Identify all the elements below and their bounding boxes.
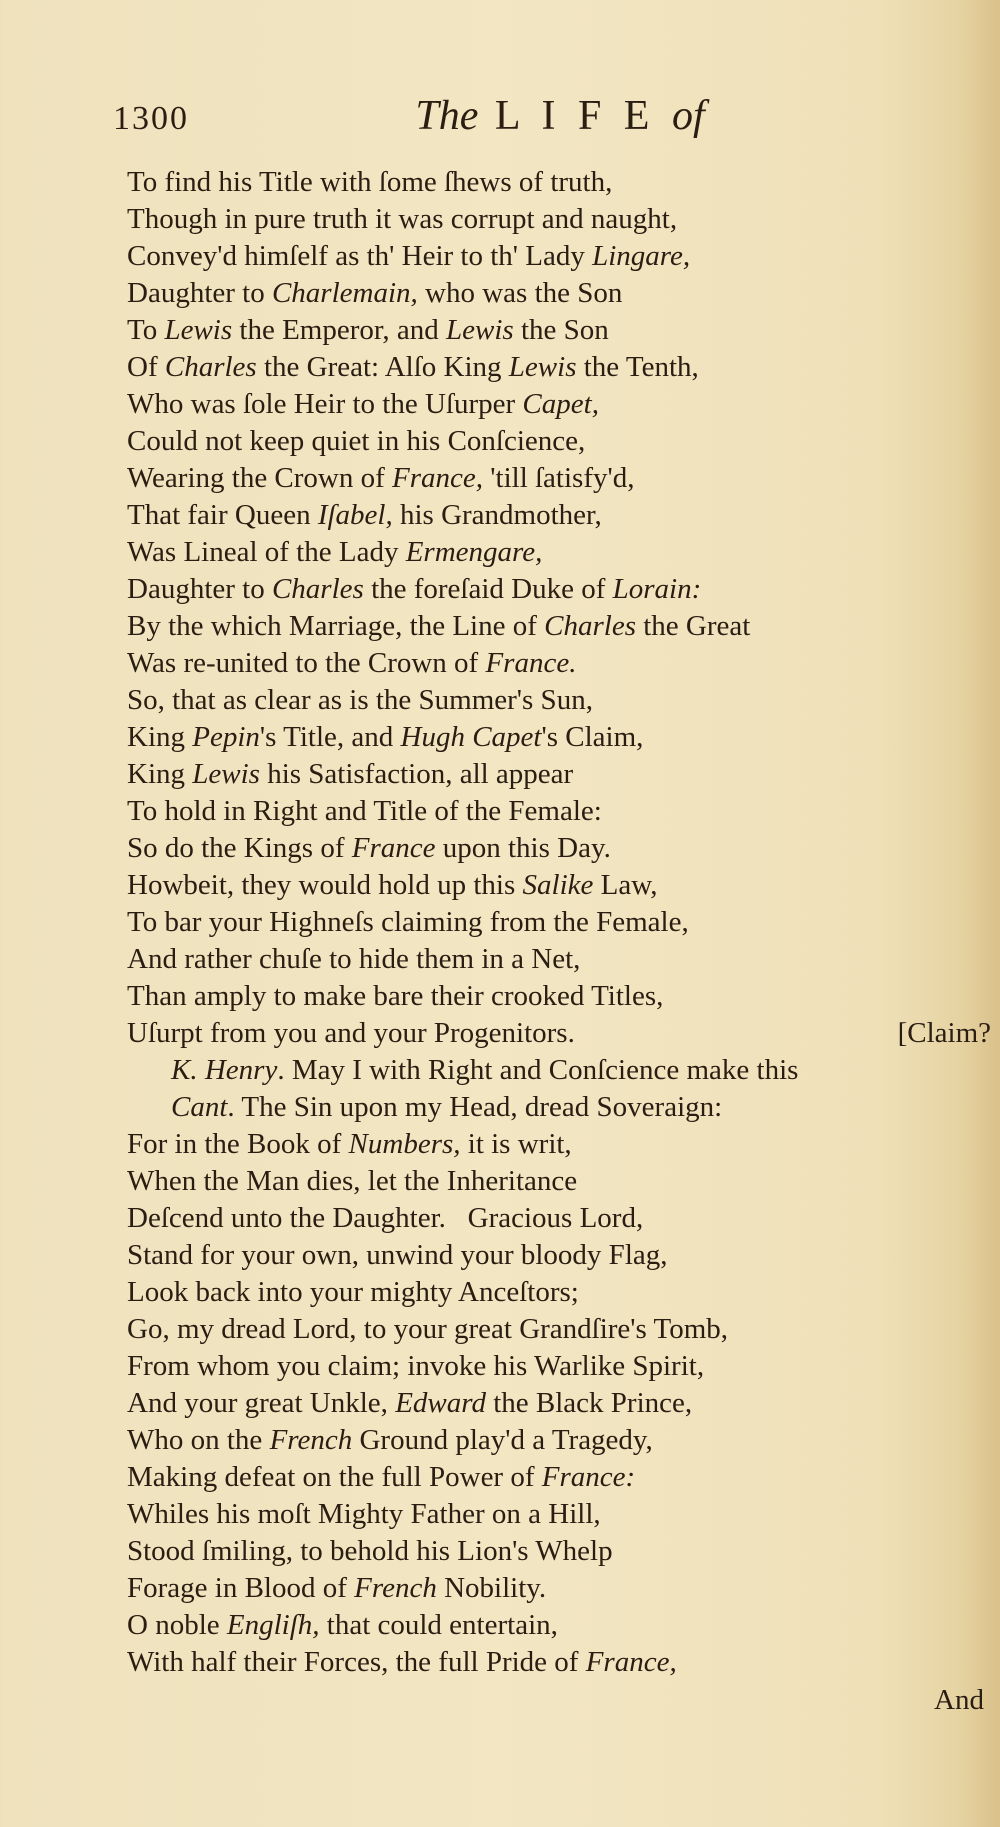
verse-line <box>127 682 997 719</box>
running-head-the: The <box>415 93 479 139</box>
roman-text: Of <box>127 351 165 383</box>
italic-text: Numbers, <box>348 1128 461 1160</box>
italic-text: Charlemain, <box>271 277 418 309</box>
roman-text: Deſcend unto the Daughter. Gracious Lord, <box>127 1202 644 1234</box>
roman-text: the Great <box>636 610 751 642</box>
roman-text: And rather chuſe to hide them in a Net, <box>127 943 581 975</box>
roman-text: With half their Forces, the full Pride of <box>127 1646 586 1678</box>
verse-line <box>127 497 997 534</box>
verse-line <box>127 1533 997 1570</box>
verse-line <box>127 1126 997 1163</box>
roman-text: Was re-united to the Crown of <box>127 647 486 679</box>
roman-text: Wearing the Crown of <box>127 462 393 494</box>
verse-line <box>127 978 997 1015</box>
italic-text: K. Henry <box>171 1054 278 1086</box>
verse-line <box>127 571 997 608</box>
italic-text: France, <box>585 1646 677 1678</box>
roman-text: To bar your Highneſs claiming from the Female, <box>127 906 689 938</box>
italic-text: Lewis <box>508 351 577 383</box>
italic-text: Lewis <box>192 758 260 790</box>
roman-text: Nobility. <box>436 1572 547 1604</box>
italic-text: Cant <box>171 1091 228 1123</box>
italic-text: Charles <box>164 351 257 383</box>
turnover-text: [Claim? <box>897 1017 991 1049</box>
verse-line <box>127 349 997 386</box>
verse-text <box>127 164 997 1681</box>
verse-line <box>127 904 997 941</box>
roman-text: And your great Unkle, <box>127 1387 396 1419</box>
roman-text: O noble <box>127 1609 227 1641</box>
verse-line <box>127 312 997 349</box>
verse-line <box>127 1274 997 1311</box>
verse-line <box>127 1348 997 1385</box>
italic-text: Charles <box>271 573 364 605</box>
italic-text: French <box>354 1572 437 1604</box>
roman-text: . The Sin upon my Head, dread Soveraign: <box>227 1091 723 1123</box>
roman-text: Look back into your mighty Anceſtors; <box>127 1276 579 1308</box>
roman-text: Uſurpt from you and your Progenitors. <box>127 1017 575 1049</box>
verse-line <box>127 1607 997 1644</box>
verse-line <box>127 460 997 497</box>
roman-text: his Satisfaction, all appear <box>259 758 574 790</box>
verse-line <box>127 534 997 571</box>
italic-text: Capet, <box>522 388 599 420</box>
italic-text: Engliſh, <box>226 1609 320 1641</box>
roman-text: Was Lineal of the Lady <box>127 536 406 568</box>
roman-text: Who was ſole Heir to the Uſurper <box>127 388 523 420</box>
roman-text: King <box>127 758 193 790</box>
italic-text: Pepin <box>192 721 260 753</box>
roman-text: Who on the <box>127 1424 270 1456</box>
verse-line <box>127 201 997 238</box>
roman-text: Than amply to make bare their crooked Titles, <box>127 980 664 1012</box>
roman-text: Go, my dread Lord, to your great Grandſire's Tomb, <box>127 1313 729 1345</box>
roman-text: Whiles his moſt Mighty Father on a Hill, <box>127 1498 601 1530</box>
roman-text: Making defeat on the full Power of <box>127 1461 542 1493</box>
roman-text: King <box>127 721 193 753</box>
roman-text: who was the Son <box>417 277 623 309</box>
roman-text: 's Claim, <box>541 721 644 753</box>
verse-line <box>127 830 997 867</box>
roman-text: So do the Kings of <box>127 832 352 864</box>
italic-text: Lorain: <box>612 573 702 605</box>
verse-line <box>127 423 997 460</box>
verse-line <box>127 719 997 756</box>
verse-line <box>127 1422 997 1459</box>
roman-text: the foreſaid Duke of <box>363 573 613 605</box>
catchword: And <box>934 1684 984 1716</box>
roman-text: By the which Marriage, the Line of <box>127 610 545 642</box>
roman-text: Ground play'd a Tragedy, <box>352 1424 653 1456</box>
verse-line <box>127 386 997 423</box>
roman-text: the Son <box>513 314 609 346</box>
verse-line <box>127 756 997 793</box>
verse-line <box>127 1644 997 1681</box>
verse-line <box>127 1385 997 1422</box>
verse-line <box>127 608 997 645</box>
roman-text: That fair Queen <box>127 499 318 531</box>
roman-text: Daughter to <box>127 277 272 309</box>
italic-text: Charles <box>544 610 636 642</box>
roman-text: the Great: Alſo King <box>256 351 509 383</box>
roman-text: his Grandmother, <box>392 499 602 531</box>
roman-text: To <box>127 314 165 346</box>
verse-line <box>127 941 997 978</box>
verse-line <box>127 1052 997 1089</box>
roman-text: Forage in Blood of <box>127 1572 355 1604</box>
roman-text: Stood ſmiling, to behold his Lion's Whelp <box>127 1535 613 1567</box>
roman-text: Convey'd himſelf as th' Heir to th' Lady <box>127 240 593 272</box>
italic-text: French <box>269 1424 353 1456</box>
roman-text: the Emperor, and <box>232 314 446 346</box>
verse-line <box>127 645 997 682</box>
roman-text: 's Title, and <box>259 721 401 753</box>
roman-text: the Black Prince, <box>485 1387 693 1419</box>
page-number: 1300 <box>113 100 189 137</box>
italic-text: Edward <box>395 1387 486 1419</box>
italic-text: France, <box>392 462 484 494</box>
italic-text: Ermengare, <box>405 536 543 568</box>
italic-text: Salike <box>522 869 594 901</box>
verse-line <box>127 1163 997 1200</box>
italic-text: Hugh Capet <box>400 721 542 753</box>
verse-line <box>127 1459 997 1496</box>
roman-text: upon this Day. <box>435 832 611 864</box>
roman-text: To find his Title with ſome ſhews of truth, <box>127 166 613 198</box>
verse-line <box>127 1089 997 1126</box>
roman-text: From whom you claim; invoke his Warlike Spirit, <box>127 1350 705 1382</box>
verse-line <box>127 1200 997 1237</box>
roman-text: Law, <box>593 869 658 901</box>
roman-text: Stand for your own, unwind your bloody Flag, <box>127 1239 668 1271</box>
verse-line <box>127 1496 997 1533</box>
italic-text: Iſabel, <box>317 499 393 531</box>
roman-text: Howbeit, they would hold up this <box>127 869 523 901</box>
roman-text: Could not keep quiet in his Conſcience, <box>127 425 586 457</box>
roman-text: the Tenth, <box>576 351 699 383</box>
roman-text: 'till ſatisfy'd, <box>483 462 635 494</box>
verse-line <box>127 793 997 830</box>
italic-text: France: <box>541 1461 636 1493</box>
verse-line <box>127 1570 997 1607</box>
running-head-life: L I F E <box>494 93 656 139</box>
italic-text: Lewis <box>164 314 233 346</box>
verse-line <box>127 1237 997 1274</box>
verse-line <box>127 164 997 201</box>
verse-line <box>127 1311 997 1348</box>
italic-text: France <box>351 832 436 864</box>
italic-text: Lewis <box>446 314 514 346</box>
italic-text: France. <box>485 647 577 679</box>
running-head-of: of <box>671 93 705 139</box>
roman-text: that could entertain, <box>319 1609 558 1641</box>
running-head <box>0 92 1000 140</box>
roman-text: When the Man dies, let the Inheritance <box>127 1165 578 1197</box>
italic-text: Lingare, <box>592 240 691 272</box>
roman-text: . May I with Right and Conſcience make this <box>277 1054 799 1086</box>
verse-line <box>127 275 997 312</box>
verse-line <box>127 1015 997 1052</box>
verse-line <box>127 238 997 275</box>
roman-text: So, that as clear as is the Summer's Sun, <box>127 684 593 716</box>
roman-text: Though in pure truth it was corrupt and naught, <box>127 203 678 235</box>
roman-text: it is writ, <box>460 1128 572 1160</box>
roman-text: To hold in Right and Title of the Female: <box>127 795 602 827</box>
roman-text: For in the Book of <box>127 1128 349 1160</box>
roman-text: Daughter to <box>127 573 272 605</box>
verse-line <box>127 867 997 904</box>
